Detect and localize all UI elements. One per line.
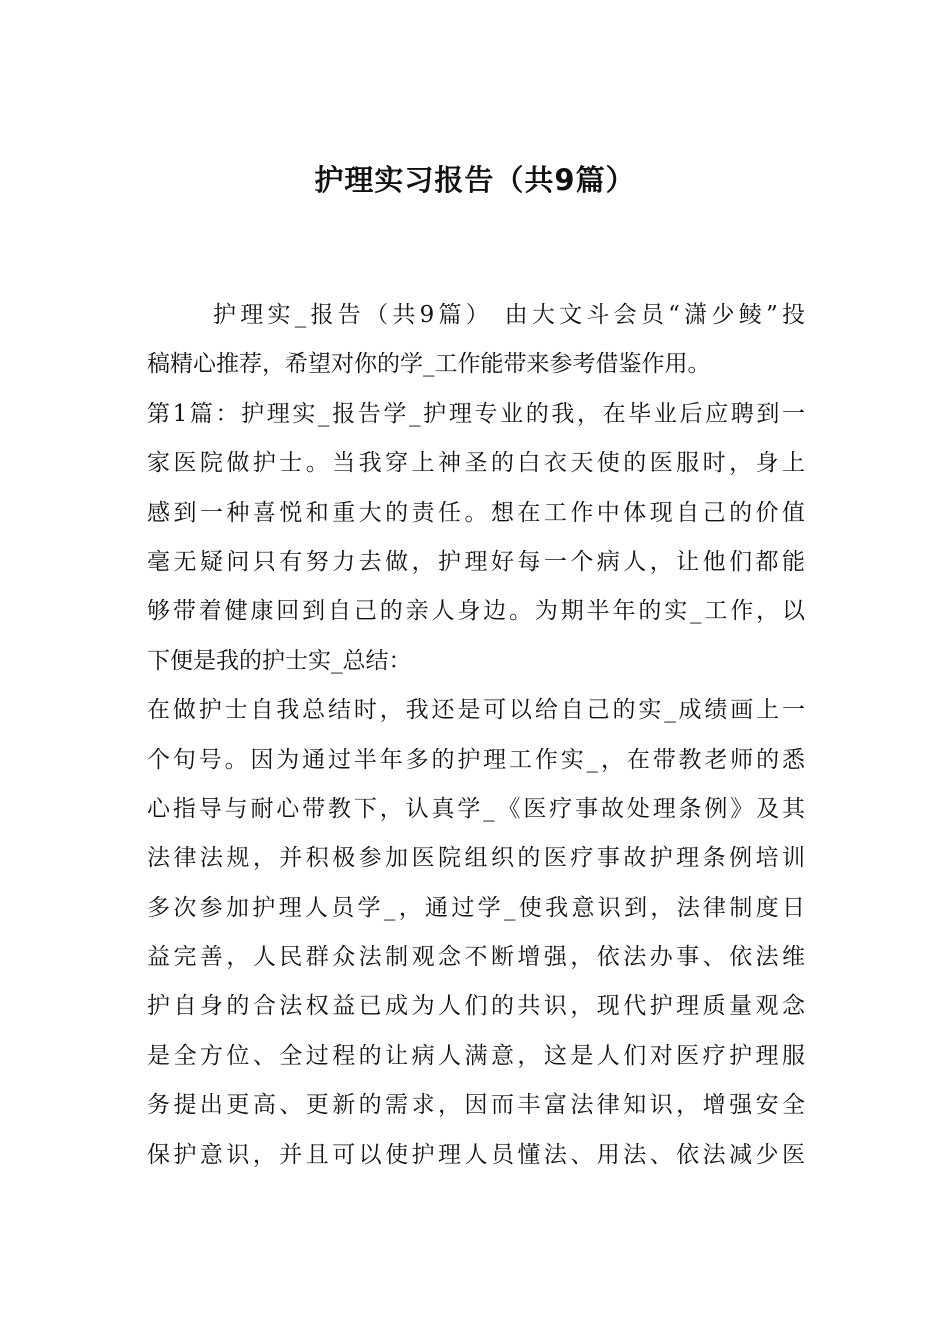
paragraph-line: 心指导与耐心带教下，认真学_《医疗事故处理条例》及其: [147, 795, 805, 822]
paragraph-line: 个句号。因为通过半年多的护理工作实_，在带教老师的悉: [147, 746, 805, 773]
paragraph-line: 护自身的合法权益已成为人们的共识，现代护理质量观念: [147, 993, 805, 1020]
paragraph-line: 是全方位、全过程的让病人满意，这是人们对医疗护理服: [147, 1042, 805, 1069]
paragraph-line: 在做护士自我总结时，我还是可以给自己的实_成绩画上一: [147, 697, 805, 724]
paragraph-line: 护理实_报告（共9篇） 由大文斗会员“潇少鲮”投: [213, 302, 805, 328]
paragraph-line: 下便是我的护士实_总结：: [147, 647, 412, 674]
paragraph-line: 家医院做护士。当我穿上神圣的白衣天使的医服时，身上: [147, 450, 805, 477]
paragraph-line: 感到一种喜悦和重大的责任。想在工作中体现自己的价值: [147, 499, 805, 526]
document-body: [147, 291, 805, 1180]
paragraph-line: 稿精心推荐，希望对你的学_工作能带来参考借鉴作用。: [147, 351, 711, 378]
paragraph-line: 保护意识，并且可以使护理人员懂法、用法、依法减少医: [147, 1141, 805, 1168]
paragraph-line: 务提出更高、更新的需求，因而丰富法律知识，增强安全: [147, 1092, 805, 1119]
document-title: 护理实习报告（共9篇）: [314, 163, 636, 197]
paragraph-line: 够带着健康回到自己的亲人身边。为期半年的实_工作，以: [147, 598, 805, 625]
paragraph-line: 多次参加护理人员学_，通过学_使我意识到，法律制度日: [147, 894, 805, 921]
paragraph-line: 第1篇：护理实_报告学_护理专业的我，在毕业后应聘到一: [147, 400, 805, 427]
paragraph-line: 法律法规，并积极参加医院组织的医疗事故护理条例培训: [147, 845, 805, 872]
paragraph-line: 益完善，人民群众法制观念不断增强，依法办事、依法维: [147, 944, 805, 971]
paragraph-line: 毫无疑问只有努力去做，护理好每一个病人，让他们都能: [147, 548, 805, 575]
